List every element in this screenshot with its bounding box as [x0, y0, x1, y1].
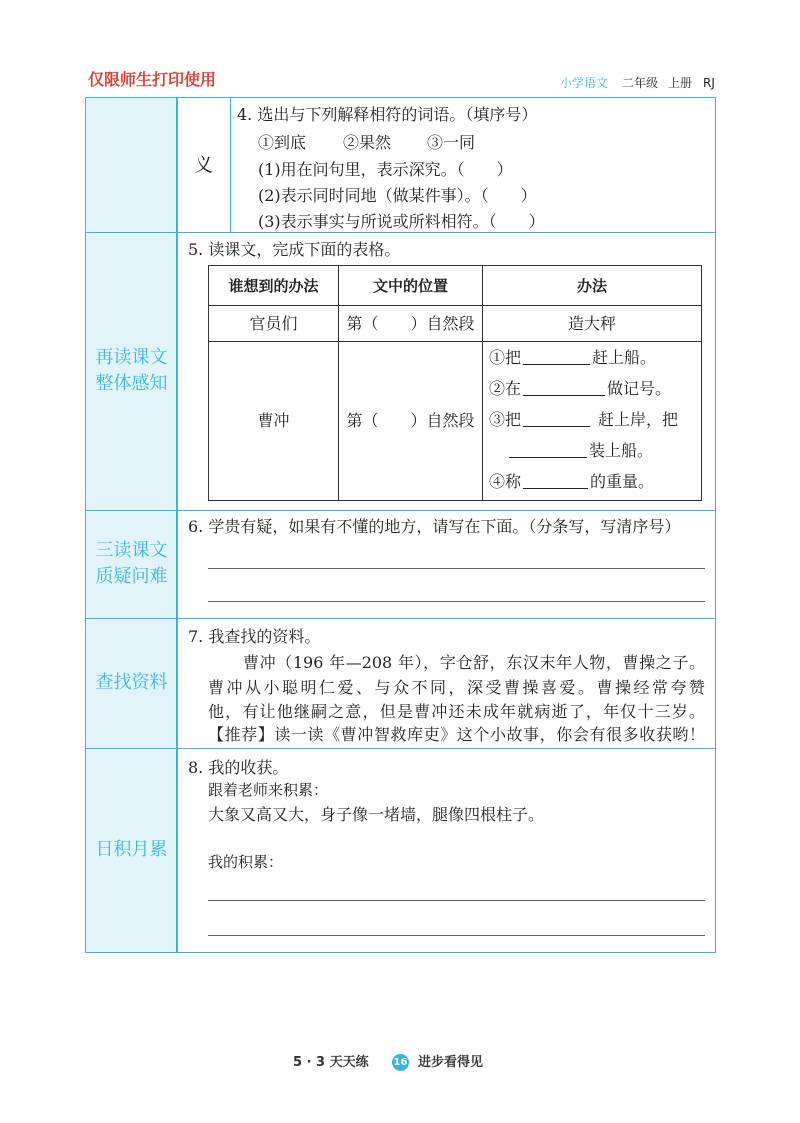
cell-position: 第（ ）自然段 [339, 306, 483, 342]
side-character: 义 [193, 154, 213, 176]
step-suffix: 装上船。 [589, 441, 654, 460]
research-text-line: 曹冲从小聪明仁爱、与众不同，深受曹操喜爱。曹操经常夸赞 [208, 678, 705, 697]
cell-who: 官员们 [209, 306, 339, 342]
method-step [489, 404, 701, 435]
subject-label: 小学语文 [560, 76, 609, 90]
cell-position: 第（ ）自然段 [339, 342, 483, 501]
row-divider [85, 618, 716, 620]
option-3: ③一同 [427, 133, 476, 152]
fill-blank [523, 487, 588, 489]
table-header-row [209, 266, 702, 306]
footer-slogan: 进步看得见 [418, 1055, 484, 1070]
method-step [489, 373, 701, 404]
grade-label: 二年级 [622, 76, 659, 90]
question-5-title: 5. 读课文，完成下面的表格。 [188, 240, 401, 259]
fill-blank [523, 394, 605, 396]
header-method: 办法 [483, 266, 702, 306]
method-step [489, 466, 701, 497]
my-accumulation-prompt: 我的积累： [208, 853, 284, 871]
method-step [489, 342, 701, 373]
option-1: ①到底 [258, 133, 307, 152]
section-label-accumulate [86, 748, 177, 952]
row-divider [85, 510, 716, 512]
section-label-line: 整体感知 [95, 373, 168, 394]
question-8-title: 8. 我的收获。 [188, 758, 289, 777]
step-suffix: 赶上船。 [592, 348, 657, 367]
row-divider [85, 748, 716, 750]
question-6-title: 6. 学贵有疑，如果有不懂的地方，请写在下面。（分条写，写清序号） [188, 517, 681, 536]
print-notice: 仅限师生打印使用 [88, 70, 217, 89]
fill-blank [509, 456, 587, 458]
question-4-item-3: (3)表示事实与所说或所料相符。（ ） [258, 212, 545, 231]
header-position: 文中的位置 [339, 266, 483, 306]
step-suffix: 做记号。 [607, 379, 672, 398]
header-who: 谁想到的办法 [209, 266, 339, 306]
option-2: ②果然 [343, 133, 392, 152]
step-prefix: ③把 [489, 410, 522, 429]
step-prefix: ④称 [489, 472, 522, 491]
step-suffix: 的重量。 [590, 472, 655, 491]
volume-label: 上册 [668, 76, 693, 90]
section-label-line: 查找资料 [95, 672, 168, 693]
question-4-item-2: (2)表示同时同地（做某件事）。（ ） [258, 186, 537, 205]
answer-line [208, 601, 705, 602]
answer-line [208, 935, 705, 936]
fill-blank [523, 425, 590, 427]
question-4-item-1: (1)用在问句里，表示深究。（ ） [258, 160, 513, 179]
footer-brand: 5 · 3 天天练 [293, 1055, 369, 1070]
section-label-line: 三读课文 [95, 540, 168, 561]
methods-table [208, 265, 702, 501]
research-text-line: 曹冲（196 年—208 年），字仓舒，东汉末年人物，曹操之子。 [243, 653, 705, 672]
section-label-research [86, 618, 177, 748]
section-label-line: 日积月累 [95, 839, 168, 860]
answer-line [208, 568, 705, 569]
table-row [209, 342, 702, 501]
accumulate-prompt: 跟着老师来积累： [208, 781, 329, 799]
table-row [209, 306, 702, 342]
recommendation-line: 【推荐】读一读《曹冲智救库吏》这个小故事，你会有很多收获哟！ [208, 725, 705, 744]
method-step [489, 435, 701, 466]
example-sentence: 大象又高又大，身子像一堵墙，腿像四根柱子。 [208, 805, 545, 824]
step-prefix: ②在 [489, 379, 522, 398]
cell-method: 造大秤 [483, 306, 702, 342]
fill-blank [523, 363, 590, 365]
step-prefix: ①把 [489, 348, 522, 367]
section-label-line: 质疑问难 [95, 566, 168, 587]
question-4-title: 4. 选出与下列解释相符的词语。（填序号） [237, 105, 538, 124]
section-label-reread [86, 232, 177, 510]
edition-label: RJ [703, 76, 715, 90]
cell-who: 曹冲 [209, 342, 339, 501]
cell-method-steps [483, 342, 702, 501]
page-number-badge: 16 [392, 1054, 409, 1071]
question-7-title: 7. 我查找的资料。 [188, 627, 321, 646]
section-label-line: 再读课文 [95, 347, 168, 368]
research-text-line: 他，有让他继嗣之意，但是曹冲还未成年就病逝了，年仅十三岁。 [208, 702, 705, 721]
answer-line [208, 900, 705, 901]
step-suffix: 赶上岸，把 [598, 410, 679, 429]
section-label-question [86, 510, 177, 618]
